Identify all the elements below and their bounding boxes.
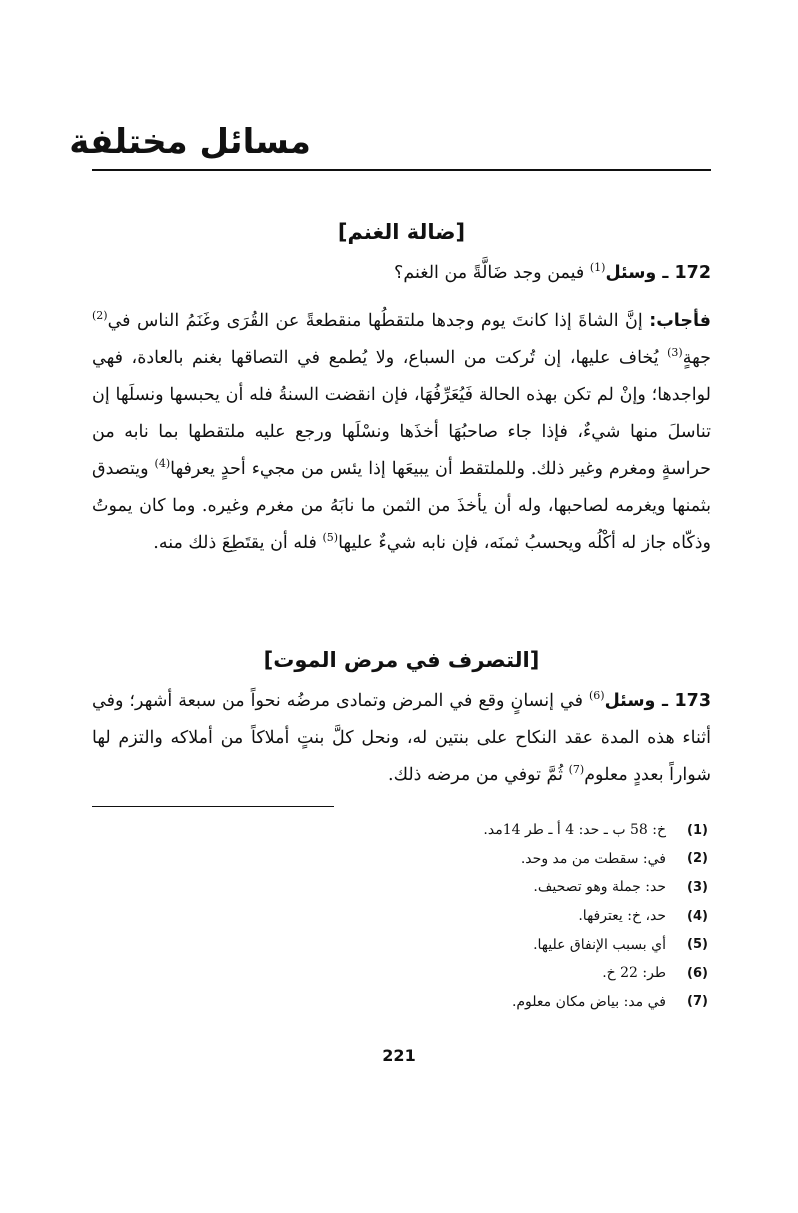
footnotes-divider xyxy=(92,806,334,807)
question-173-label: 173 ـ وسئل xyxy=(604,691,711,711)
footnote-item xyxy=(388,873,708,902)
footnote-number: (5) xyxy=(687,937,708,953)
footnote-ref-2: (2) xyxy=(92,309,108,323)
page-number: 221 xyxy=(382,1046,416,1065)
footnote-number: (2) xyxy=(687,851,708,867)
chapter-title-rule xyxy=(92,169,711,171)
question-172 xyxy=(92,255,711,292)
footnote-text: أي بسبب الإنفاق عليها. xyxy=(533,936,666,953)
footnotes-list xyxy=(388,816,708,1016)
footnote-text: حد، خ: يعترفها. xyxy=(578,908,666,925)
question-173 xyxy=(92,683,711,794)
section-heading-death-illness: [التصرف في مرض الموت] xyxy=(263,648,540,672)
chapter-title: مسائل مختلفة xyxy=(69,122,311,162)
footnote-item xyxy=(388,902,708,931)
footnote-text: في: سقطت من مد وحد. xyxy=(520,850,666,867)
footnote-ref-1: (1) xyxy=(589,261,606,275)
footnote-item xyxy=(388,816,708,845)
section-heading-stray-sheep: [ضالة الغنم] xyxy=(337,220,466,244)
answer-172-part-5: فله أن يقتَطِعَ ذلك منه. xyxy=(153,533,323,553)
footnote-text: في مد: بياض مكان معلوم. xyxy=(511,993,666,1010)
footnote-ref-4: (4) xyxy=(154,457,171,471)
footnote-item xyxy=(388,930,708,959)
question-173-text-1: في إنسانٍ وقع في المرض وتمادى مرضُه نحواً من سبعة أشهر؛ وفي أثناء هذه المدة عقد النكاح على بنتين له، ونحل كلَّ بنتٍ أملاكاً من أملاكه والتزم لها شواراً بعددٍ معلوم xyxy=(92,691,711,785)
footnote-ref-6: (6) xyxy=(588,689,605,703)
footnote-number: (3) xyxy=(687,879,708,895)
footnote-text: طر: 22 خ. xyxy=(602,965,666,982)
answer-172-part-3: يُخاف عليها، إن تُركت من السباع، ولا يُطمع في التصاقها بغنم بالعادة، فهي لواجدها؛ وإنْ لم تكن بهذه الحالة فَيُعَرِّفُهَا، فإن انقضت السنةُ فله أن يحبسها ونسلَها إن تناسلَ منها شيءٌ، فإذا جاء صاحبُهَا أخذَها ونسْلَها ورجع عليه ملتقطها بما نابه من حراسةٍ ومغرم وغير ذلك. وللملتقط أن يبيعَها إذا يئس من مجيء أحدٍ يعرفها xyxy=(92,348,712,479)
footnote-number: (6) xyxy=(687,965,708,981)
answer-172-label: فأجاب: xyxy=(649,311,711,331)
answer-172-part-2: جهةٍ xyxy=(682,348,711,368)
footnote-number: (7) xyxy=(687,994,708,1010)
footnote-number: (1) xyxy=(687,822,708,838)
footnote-number: (4) xyxy=(687,908,708,924)
answer-172-part-1: إنَّ الشاةَ إذا كانتَ يوم وجدها ملتقطُها منقطعةً عن القُرَى وغَنَمُ الناس في xyxy=(107,311,650,331)
footnote-text: خ: 58 ب ـ حد: 4 أ ـ طر 14مد. xyxy=(483,822,666,839)
footnote-item xyxy=(388,845,708,874)
question-172-text: فيمن وجد ضَالَّةً من الغنم؟ xyxy=(394,263,590,283)
answer-172-part-4: ويتصدق بثمنها ويغرمه لصاحبها، وله أن يأخذَ من الثمن ما نابَهُ من مغرم وغيره. وما كان يموتُ وذكّاه جاز له أكْلُه ويحسبُ ثمنَه، فإن نابه شيءٌ عليها xyxy=(92,459,711,553)
answer-172 xyxy=(92,303,711,562)
footnote-text: حد: جملة وهو تصحيف. xyxy=(533,879,666,896)
footnote-ref-5: (5) xyxy=(322,531,339,545)
footnote-item xyxy=(388,959,708,988)
footnote-ref-7: (7) xyxy=(568,763,585,777)
question-173-text-2: ثُمَّ توفي من مرضه ذلك. xyxy=(388,765,569,785)
footnote-ref-3: (3) xyxy=(667,346,683,360)
footnote-item xyxy=(388,988,708,1017)
question-172-label: 172 ـ وسئل xyxy=(605,263,711,283)
